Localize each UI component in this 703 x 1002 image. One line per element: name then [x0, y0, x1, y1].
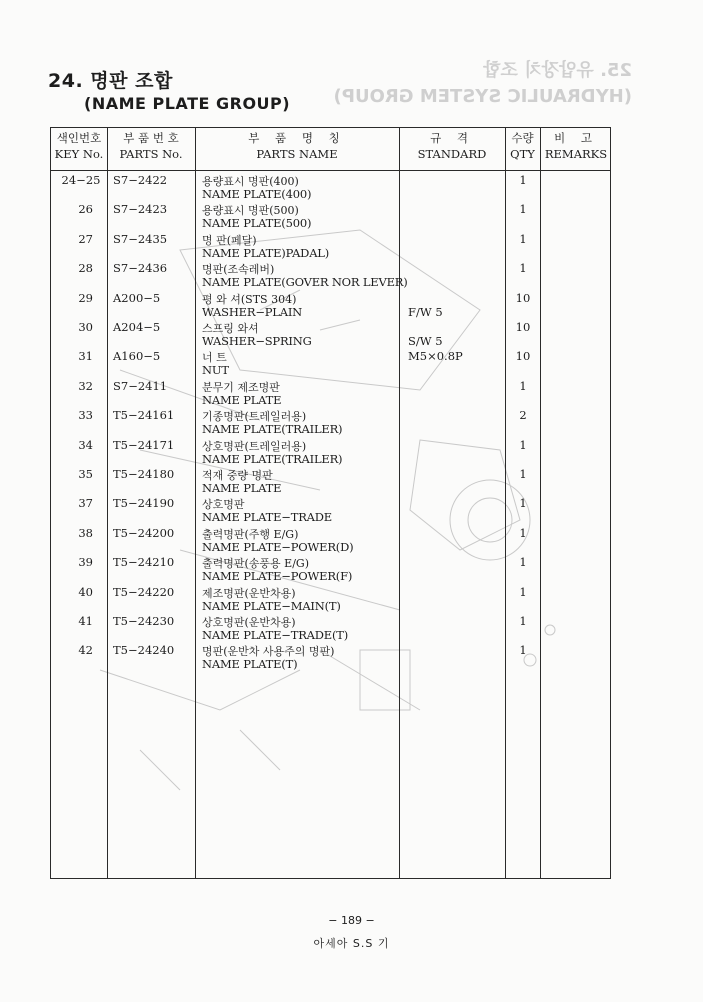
standard: S/W 5 — [408, 334, 443, 348]
header-remarks — [540, 130, 612, 170]
part-no: T5−24220 — [113, 584, 175, 599]
header-name-en: PARTS NAME — [256, 147, 338, 161]
part-name-korean: 상호명판(운반차용) — [202, 616, 296, 629]
table-row — [51, 202, 610, 232]
part-name-english: NAME PLATE(GOVER NOR LEVER) — [202, 275, 408, 290]
part-name-english: NAME PLATE(TRAILER) — [202, 422, 343, 437]
part-name-english: NAME PLATE(500) — [202, 216, 312, 231]
quantity: 1 — [519, 231, 527, 246]
part-no: A160−5 — [113, 349, 161, 364]
part-name-korean: 출력명판(주행 E/G) — [202, 527, 299, 541]
part-name-english: NAME PLATE−POWER(F) — [202, 569, 353, 584]
page-number: − 189 − — [328, 914, 375, 927]
key-no: 34 — [78, 437, 93, 452]
part-name-korean: 평 와 셔(STS 304) — [202, 292, 297, 306]
part-name-korean: 제조명판(운반차용) — [202, 586, 296, 600]
header-key-en: KEY No. — [54, 147, 104, 161]
part-no: S7−2435 — [113, 231, 168, 246]
table-row — [51, 585, 610, 615]
table-row — [51, 232, 610, 262]
part-name-korean: 명판(조속레버) — [202, 263, 275, 277]
part-no: T5−24210 — [113, 555, 175, 570]
header-name-ko: 부 품 명 칭 — [248, 131, 346, 145]
header-std-ko: 규 격 — [430, 131, 474, 145]
table-row — [51, 643, 610, 673]
key-no: 29 — [78, 290, 93, 305]
key-no: 31 — [78, 349, 93, 364]
page-title-korean: 24. 명판 조합 — [48, 70, 173, 92]
table-row — [51, 467, 610, 497]
part-name-korean: 명판(운반차 사용주의 명판) — [202, 645, 335, 659]
bleed-line-2: (HYDRAULIC SYSTEM GROUP) — [333, 86, 632, 107]
table-row — [51, 496, 610, 526]
footer-text: 아세아 S.S 기 — [313, 937, 390, 950]
table-row — [51, 408, 610, 438]
quantity: 1 — [519, 467, 527, 481]
key-no: 33 — [78, 408, 93, 423]
part-name-korean: 분무기 제조명판 — [202, 380, 280, 394]
part-name-korean: 용량표시 명판(400) — [202, 175, 299, 188]
standard: F/W 5 — [408, 304, 443, 319]
part-no: T5−24200 — [113, 525, 175, 540]
standard: M5×0.8P — [408, 349, 463, 364]
part-no: T5−24180 — [113, 467, 175, 481]
header-std-en: STANDARD — [417, 147, 487, 161]
header-rem-en: REMARKS — [544, 147, 608, 161]
table-row — [51, 320, 610, 350]
header-qty-ko: 수량 — [511, 131, 534, 145]
part-name-english: NAME PLATE(400) — [202, 187, 312, 201]
key-no: 39 — [78, 555, 93, 570]
table-row — [51, 173, 610, 203]
quantity: 1 — [519, 496, 527, 511]
key-no: 32 — [78, 378, 93, 393]
quantity: 1 — [519, 643, 527, 658]
key-no: 26 — [78, 202, 93, 217]
key-no: 27 — [78, 231, 93, 246]
bleed-through-text — [302, 58, 632, 110]
part-name-english: WASHER−PLAIN — [202, 304, 303, 319]
quantity: 1 — [519, 437, 527, 452]
part-name-korean: 너 트 — [202, 351, 227, 365]
key-no: 42 — [78, 643, 93, 658]
part-name-english: WASHER−SPRING — [202, 334, 312, 348]
table-row — [51, 555, 610, 585]
quantity: 1 — [519, 378, 527, 393]
part-name-english: NAME PLATE−MAIN(T) — [202, 598, 341, 613]
header-key-ko: 색인번호 — [56, 131, 102, 145]
part-name-english: NAME PLATE−TRADE — [202, 510, 332, 525]
part-name-english: NAME PLATE(TRAILER) — [202, 451, 343, 466]
part-no: S7−2422 — [113, 173, 168, 187]
part-no: A200−5 — [113, 290, 161, 305]
header-key-no — [51, 130, 107, 170]
part-name-english: NAME PLATE — [202, 481, 282, 495]
part-name-english: NAME PLATE(T) — [202, 657, 298, 672]
parts-table — [50, 127, 611, 879]
quantity: 1 — [519, 202, 527, 217]
quantity: 1 — [519, 555, 527, 570]
header-rem-ko: 비 고 — [554, 131, 598, 145]
quantity: 1 — [519, 525, 527, 540]
part-name-english: NAME PLATE)PADAL) — [202, 245, 330, 260]
header-divider — [51, 170, 610, 171]
quantity: 10 — [515, 349, 531, 364]
part-no: T5−24171 — [113, 437, 175, 452]
part-no: T5−24240 — [113, 643, 175, 658]
part-no: T5−24190 — [113, 496, 175, 511]
part-no: S7−2411 — [113, 378, 168, 393]
key-no: 28 — [78, 261, 93, 276]
part-name-korean: 용량표시 명판(500) — [202, 204, 299, 218]
part-name-korean: 출력명판(송풍용 E/G) — [202, 557, 309, 571]
part-no: A204−5 — [113, 320, 161, 334]
header-parts-no — [107, 130, 195, 170]
header-standard — [399, 130, 505, 170]
part-name-korean: 상호명판(트레일러용) — [202, 439, 307, 453]
table-row — [51, 261, 610, 291]
table-row — [51, 526, 610, 556]
key-no: 40 — [78, 584, 93, 599]
quantity: 1 — [519, 584, 527, 599]
quantity: 1 — [519, 261, 527, 276]
part-name-korean: 상호명판 — [202, 498, 245, 512]
part-name-english: NAME PLATE−TRADE(T) — [202, 628, 349, 642]
header-parts-ko: 부 품 번 호 — [123, 131, 179, 145]
key-no: 38 — [78, 525, 93, 540]
part-no: T5−24230 — [113, 614, 175, 628]
part-name-korean: 명 판(페달) — [202, 233, 257, 247]
quantity: 10 — [515, 320, 531, 334]
quantity: 10 — [515, 290, 531, 305]
part-name-english: NAME PLATE−POWER(D) — [202, 539, 354, 554]
page-title-english: (NAME PLATE GROUP) — [84, 94, 291, 113]
key-no: 37 — [78, 496, 93, 511]
key-no: 35 — [78, 467, 93, 481]
part-name-korean: 기종명판(트레일러용) — [202, 410, 307, 424]
header-parts-en: PARTS No. — [119, 147, 183, 161]
quantity: 1 — [519, 173, 527, 187]
table-row — [51, 291, 610, 321]
part-no: T5−24161 — [113, 408, 175, 423]
part-name-korean: 스프링 와셔 — [202, 322, 259, 335]
table-row — [51, 614, 610, 644]
key-no: 24−25 — [61, 173, 101, 187]
part-name-english: NUT — [202, 363, 229, 378]
table-row — [51, 379, 610, 409]
header-qty-en: QTY — [510, 147, 535, 161]
part-no: S7−2436 — [113, 261, 168, 276]
part-name-korean: 적재 중량 명판 — [202, 469, 273, 482]
quantity: 1 — [519, 614, 527, 628]
table-row — [51, 349, 610, 379]
quantity: 2 — [519, 408, 527, 423]
key-no: 41 — [78, 614, 93, 628]
key-no: 30 — [78, 320, 93, 334]
header-parts-name — [195, 130, 399, 170]
part-name-english: NAME PLATE — [202, 392, 282, 407]
header-qty — [505, 130, 540, 170]
bleed-line-1: 25. 유압장치 조합 — [483, 60, 632, 81]
table-row — [51, 438, 610, 468]
part-no: S7−2423 — [113, 202, 168, 217]
